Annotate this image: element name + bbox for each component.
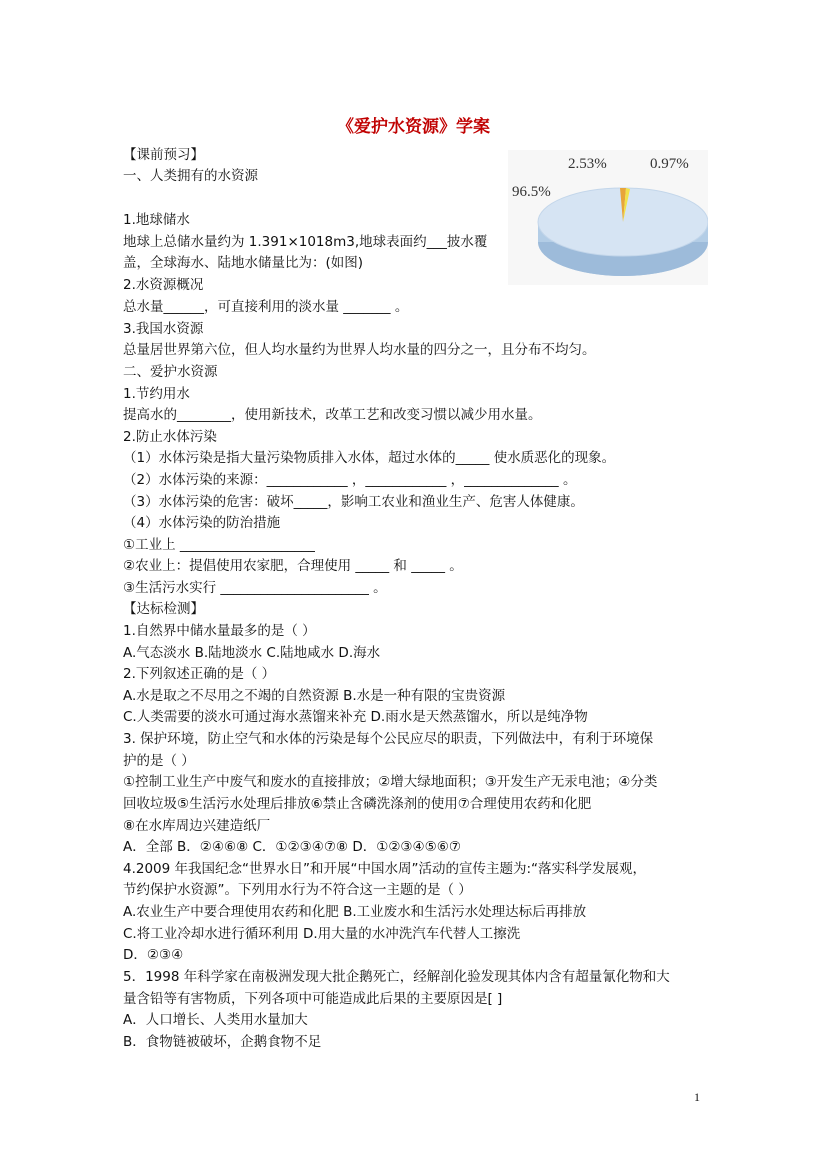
- pie-label-fresh: 2.53%: [568, 156, 607, 172]
- doc-line: C.人类需要的淡水可通过海水蒸馏来补充 D.雨水是天然蒸馏水，所以是纯净物: [123, 709, 588, 725]
- doc-line: 总量居世界第六位，但人均水量约为世界人均水量的四分之一，且分布不均匀。: [123, 342, 596, 358]
- doc-line: （2）水体污染的来源：____________ ，____________ ，______________ 。: [123, 472, 577, 488]
- doc-line: （4）水体污染的防治措施: [123, 515, 281, 531]
- doc-line: 3. 保护环境，防止空气和水体的污染是每个公民应尽的职责，下列做法中，有利于环境保: [123, 731, 654, 747]
- page-title: 《爱护水资源》学案: [337, 117, 490, 137]
- doc-line: 提高水的________，使用新技术，改革工艺和改变习惯以减少用水量。: [123, 407, 542, 423]
- doc-line: C.将工业冷却水进行循环利用 D.用大量的水冲洗汽车代替人工擦洗: [123, 926, 521, 942]
- page-number: 1: [694, 1090, 700, 1104]
- doc-line: 【课前预习】: [123, 147, 204, 163]
- doc-line: 4.2009 年我国纪念“世界水日”和开展“中国水周”活动的宣传主题为:“落实科学发展观，: [123, 861, 647, 877]
- pie-label-land: 0.97%: [650, 156, 689, 172]
- doc-line: ⑧在水库周边兴建造纸厂: [123, 818, 271, 834]
- doc-line: 节约保护水资源”。下列用水行为不符合这一主题的是（ ）: [123, 882, 472, 898]
- doc-line: 护的是（ ）: [123, 753, 195, 769]
- pie-label-ocean: 96.5%: [512, 184, 551, 200]
- doc-line: 2.下列叙述正确的是（ ）: [123, 666, 276, 682]
- doc-line: 【达标检测】: [123, 601, 204, 617]
- doc-line: 2.防止水体污染: [123, 429, 217, 445]
- doc-line: B．食物链被破坏，企鹅食物不足: [123, 1034, 322, 1050]
- doc-line: ③生活污水实行 ______________________ 。: [123, 580, 387, 596]
- doc-line: D．②③④: [123, 947, 184, 963]
- doc-line: 地球上总储水量约为 1.391×1018m3,地球表面约___披水覆: [123, 234, 488, 250]
- doc-line: 1.地球储水: [123, 212, 190, 228]
- doc-line: 回收垃圾⑤生活污水处理后排放⑥禁止含磷洗涤剂的使用⑦合理使用农药和化肥: [123, 796, 592, 812]
- doc-line: 1.自然界中储水量最多的是（ ）: [123, 623, 316, 639]
- water-distribution-pie: [508, 150, 708, 285]
- doc-line: A.水是取之不尽用之不竭的自然资源 B.水是一种有限的宝贵资源: [123, 688, 506, 704]
- doc-line: A．人口增长、人类用水量加大: [123, 1012, 308, 1028]
- doc-line: 总水量______，可直接利用的淡水量 _______ 。: [123, 299, 409, 315]
- doc-line: 3.我国水资源: [123, 321, 204, 337]
- doc-line: 一、人类拥有的水资源: [123, 168, 258, 184]
- doc-line: 二、爱护水资源: [123, 364, 218, 380]
- doc-line: 5．1998 年科学家在南极洲发现大批企鹅死亡，经解剖化验发现其体内含有超量氰化物和大: [123, 969, 670, 985]
- doc-line: 2.水资源概况: [123, 277, 204, 293]
- doc-line: （3）水体污染的危害：破坏_____，影响工农业和渔业生产、危害人体健康。: [123, 494, 584, 510]
- doc-line: ①控制工业生产中废气和废水的直接排放；②增大绿地面积；③开发生产无汞电池；④分类: [123, 774, 658, 790]
- doc-line: 量含铅等有害物质，下列各项中可能造成此后果的主要原因是[ ]: [123, 991, 503, 1007]
- doc-line: 盖，全球海水、陆地水储量比为：(如图): [123, 255, 364, 271]
- doc-line: A.气态淡水 B.陆地淡水 C.陆地咸水 D.海水: [123, 645, 381, 661]
- doc-line: ②农业上：提倡使用农家肥，合理使用 _____ 和 _____ 。: [123, 558, 463, 574]
- doc-line: （1）水体污染是指大量污染物质排入水体，超过水体的_____ 使水质恶化的现象。: [123, 450, 616, 466]
- doc-line: ①工业上 ____________________: [123, 537, 315, 553]
- doc-line: A．全部 B．②④⑥⑧ C．①②③④⑦⑧ D．①②③④⑤⑥⑦: [123, 839, 461, 855]
- doc-line: A.农业生产中要合理使用农药和化肥 B.工业废水和生活污水处理达标后再排放: [123, 904, 587, 920]
- doc-line: 1.节约用水: [123, 386, 190, 402]
